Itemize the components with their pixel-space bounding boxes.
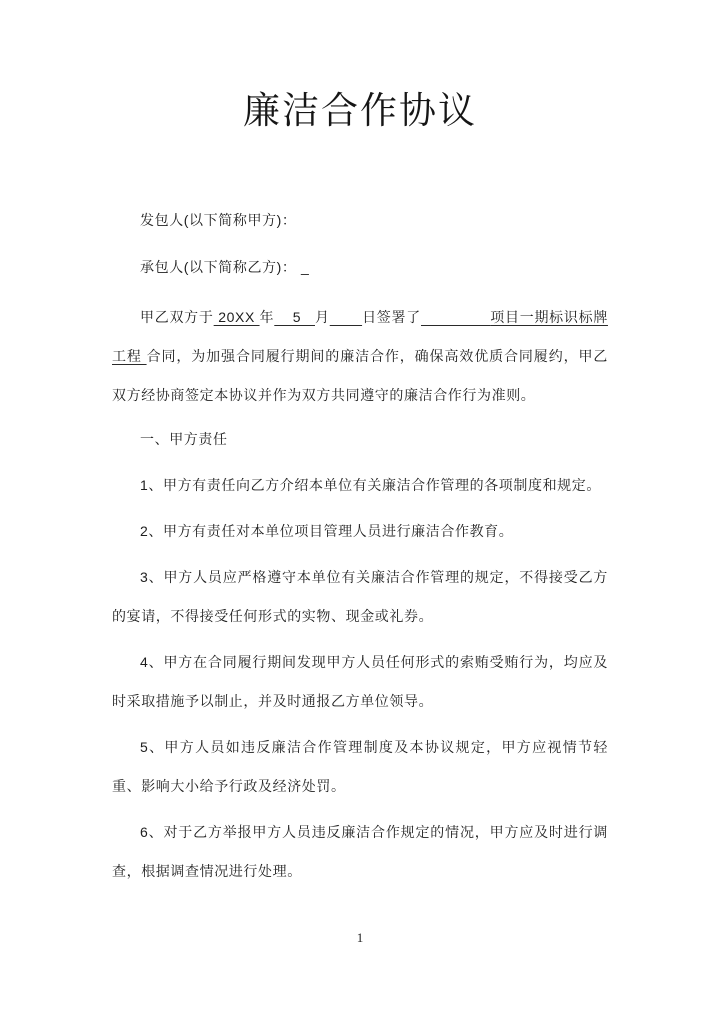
section1-item-2: 2、甲方有责任对本单位项目管理人员进行廉洁合作教育。 [140, 523, 514, 539]
party-b-blank: _ [301, 259, 310, 275]
document-body [112, 210, 608, 891]
project-name: 项目一期标识标牌工程 [112, 309, 608, 364]
section1-item-1: 1、甲方有责任向乙方介绍本单位有关廉洁合作管理的各项制度和规定。 [140, 477, 601, 493]
month-blank: 5 [274, 309, 315, 325]
intro-rest: 合同，为加强合同履行期间的廉洁合作，确保高效优质合同履约，甲乙双方经协商签定本协议并作为双方共同遵守的廉洁合作行为准则。 [112, 348, 608, 403]
project-blank [421, 309, 490, 325]
intro-prefix: 甲乙双方于 [140, 309, 214, 325]
page-number: 1 [356, 930, 364, 945]
party-b-label: 承包人(以下简称乙方)： [140, 259, 297, 275]
section1-item-3: 3、甲方人员应严格遵守本单位有关廉洁合作管理的规定，不得接受乙方的宴请，不得接受任何形式的实物、现金或礼券。 [112, 569, 608, 624]
year-blank: 20XX [213, 309, 260, 325]
day-blank [330, 309, 362, 325]
party-b-line [112, 257, 608, 277]
intro-paragraph [112, 298, 608, 415]
party-a-line: 发包人(以下简称甲方)： [140, 212, 297, 228]
section1-item-6: 6、对于乙方举报甲方人员违反廉洁合作规定的情况，甲方应及时进行调查，根据调查情况进行处理。 [112, 824, 608, 879]
month-label: 月 [315, 309, 330, 325]
section1-heading: 一、甲方责任 [140, 431, 228, 447]
year-label: 年 [259, 309, 275, 325]
day-label: 日签署了 [362, 309, 421, 325]
section1-item-4: 4、甲方在合同履行期间发现甲方人员任何形式的索贿受贿行为，均应及时采取措施予以制止，并及时通报乙方单位领导。 [112, 654, 608, 709]
section1-item-5: 5、甲方人员如违反廉洁合作管理制度及本协议规定，甲方应视情节轻重、影响大小给予行政及经济处罚。 [112, 739, 608, 794]
document-title: 廉洁合作协议 [243, 91, 477, 132]
